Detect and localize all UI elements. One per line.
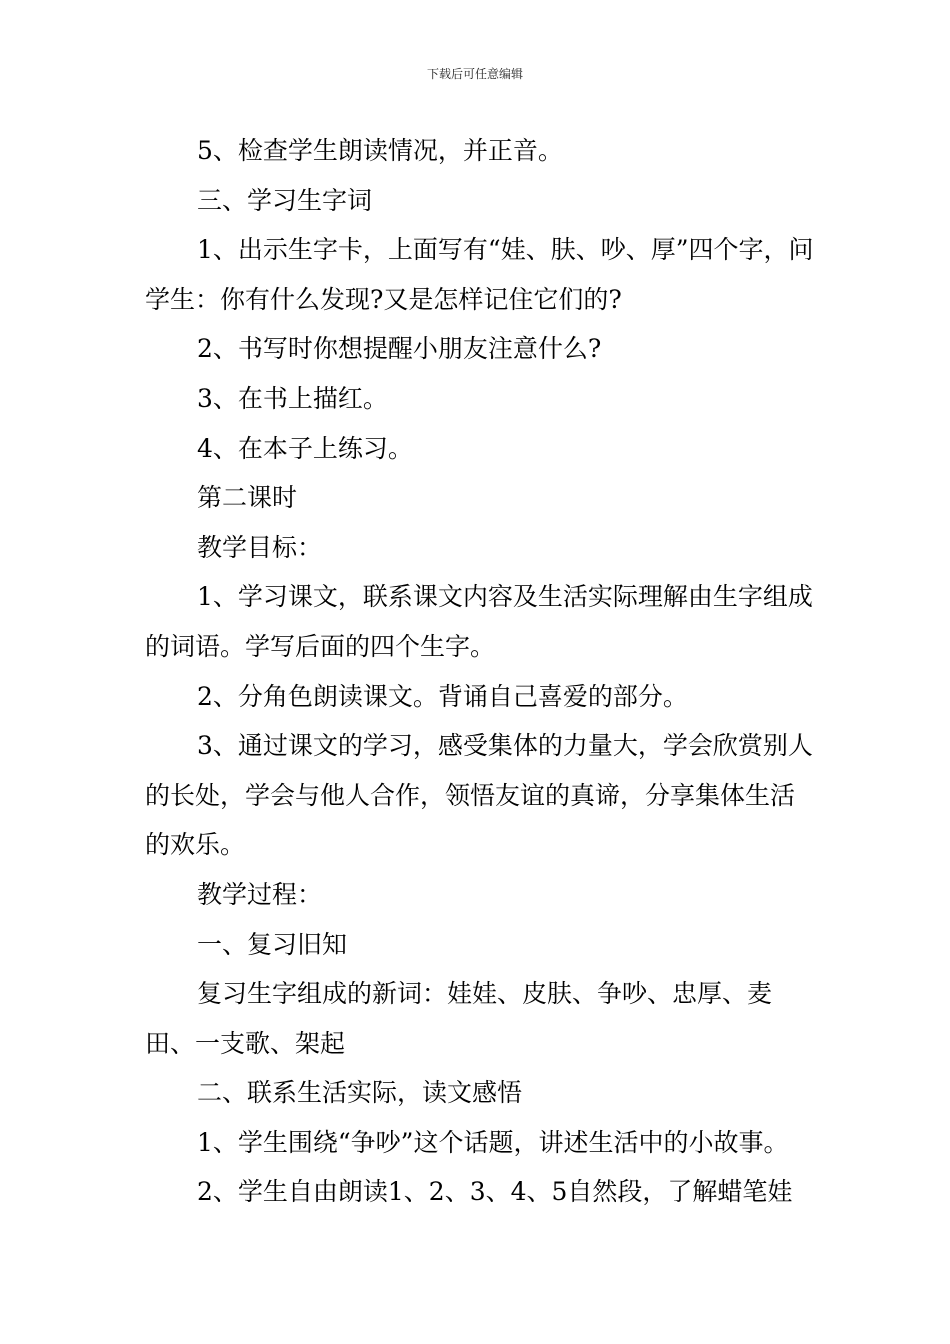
paragraph: 3、通过课文的学习，感受集体的力量大，学会欣赏别人的长处，学会与他人合作，领悟友谊的真谛，分享集体生活的欢乐。 [145,731,813,860]
page-header-note: 下载后可任意编辑 [426,67,523,81]
paragraph: 2、书写时你想提醒小朋友注意什么? [197,334,602,364]
paragraph: 5、检查学生朗读情况，并正音。 [197,136,563,165]
paragraph: 1、学生围绕“争吵”这个话题，讲述生活中的小故事。 [197,1127,789,1157]
document-body [145,126,815,1217]
paragraph: 1、出示生字卡，上面写有“娃、肤、吵、厚”四个字，问学生：你有什么发现?又是怎样记住它们的? [145,235,814,314]
paragraph: 2、学生自由朗读1、2、3、4、5自然段，了解蜡笔娃 [197,1177,793,1207]
paragraph: 复习生字组成的新词：娃娃、皮肤、争吵、忠厚、麦田、一支歌、架起 [145,979,773,1058]
section-heading: 二、联系生活实际，读文感悟 [197,1078,523,1108]
paragraph: 4、在本子上练习。 [197,433,413,463]
paragraph: 2、分角色朗读课文。背诵自己喜爱的部分。 [197,681,688,711]
section-heading: 教学过程： [197,879,323,909]
paragraph: 3、在书上描红。 [197,383,388,413]
section-heading: 第二课时 [197,483,298,513]
section-heading: 一、复习旧知 [197,929,348,959]
section-heading: 三、学习生字词 [197,185,373,215]
paragraph: 1、学习课文，联系课文内容及生活实际理解由生字组成的词语。学写后面的四个生字。 [145,582,813,661]
section-heading: 教学目标： [197,532,323,562]
